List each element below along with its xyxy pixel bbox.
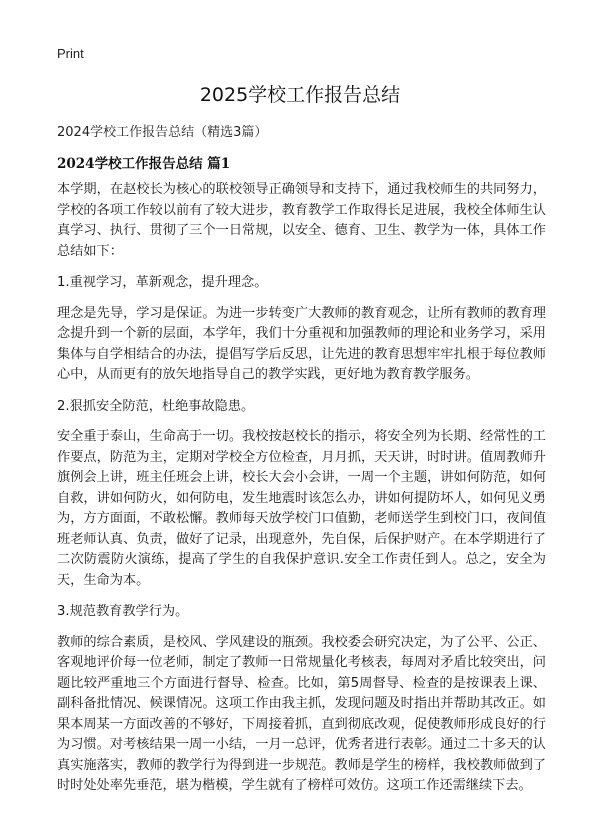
- paragraph-teaching: 教师的综合素质，是校风、学风建设的瓶颈。我校委会研究决定，为了公平、公正、客观地评价每一位老师，制定了教师一日常规量化考核表，每周对矛盾比较突出，问题比较严重地三个方面进行督导、检查。比如，第5周督导、检查的是按课表上课、副科备批情况、候课情况。这项工作由我主抓，发现问题及时指出并帮助其改正。如果本周某一方面改善的不够好，下周接着抓，直到彻底改观，促使教师形成良好的行为习惯。对考核结果一周一小结，一月一总评，优秀者进行表彰。通过二十多天的认真实施落实，教师的教学行为得到进一步规范。教师是学生的榜样，我校教师做到了时时处处率先垂范，堪为楷模，学生就有了榜样可效仿。这项工作还需继续下去。: [57, 634, 546, 793]
- paragraph-heading-1: 1.重视学习，革新观念，提升理念。: [57, 275, 268, 290]
- paragraph-learning: 理念是先导，学习是保证。为进一步转变广大教师的教育观念，让所有教师的教育理念提升到一个新的层面，本学年，我们十分重视和加强教师的理论和业务学习，采用集体与自学相结合的办法，提倡写学后反思，让先进的教育思想牢牢扎根于每位教师心中，从而更有的放矢地指导自己的教学实践，更好地为教育教学服务。: [57, 305, 546, 382]
- paragraph-heading-3: 3.规范教育教学行为。: [57, 604, 189, 619]
- document-body: [57, 180, 546, 808]
- print-link[interactable]: Print: [57, 46, 84, 61]
- document-subtitle: 2024学校工作报告总结（精选3篇）: [57, 125, 268, 140]
- section-heading: 2024学校工作报告总结 篇1: [57, 156, 231, 172]
- paragraph-safety: 安全重于泰山，生命高于一切。我校按赵校长的指示，将安全列为长期、经常性的工作要点，防范为主，定期对学校全方位检查，月月抓，天天讲，时时讲。值周教师升旗例会上讲，班主任班会上讲，校长大会小会讲，一周一个主题，讲如何防范，如何自救，讲如何防火，如何防电，发生地震时该怎么办，讲如何提防坏人，如何见义勇为，方方面面，不敢松懈。教师每天放学校门口值勤，老师送学生到校门口，夜间值班老师认真、负责，做好了记录，出现意外，先自保，后保护财产。在本学期进行了二次防震防火演练，提高了学生的自我保护意识.安全工作责任到人。总之，安全为天，生命为本。: [57, 429, 546, 588]
- document-title: 2025学校工作报告总结: [199, 84, 401, 106]
- paragraph-intro: 本学期，在赵校长为核心的联校领导正确领导和支持下，通过我校师生的共同努力，学校的各项工作较以前有了较大进步，教育教学工作取得长足进展，我校全体师生认真学习、执行、贯彻了三个一日常规，以安全、德育、卫生、教学为一体，具体工作总结如下：: [57, 182, 546, 259]
- paragraph-heading-2: 2.狠抓安全防范，杜绝事故隐患。: [57, 398, 255, 414]
